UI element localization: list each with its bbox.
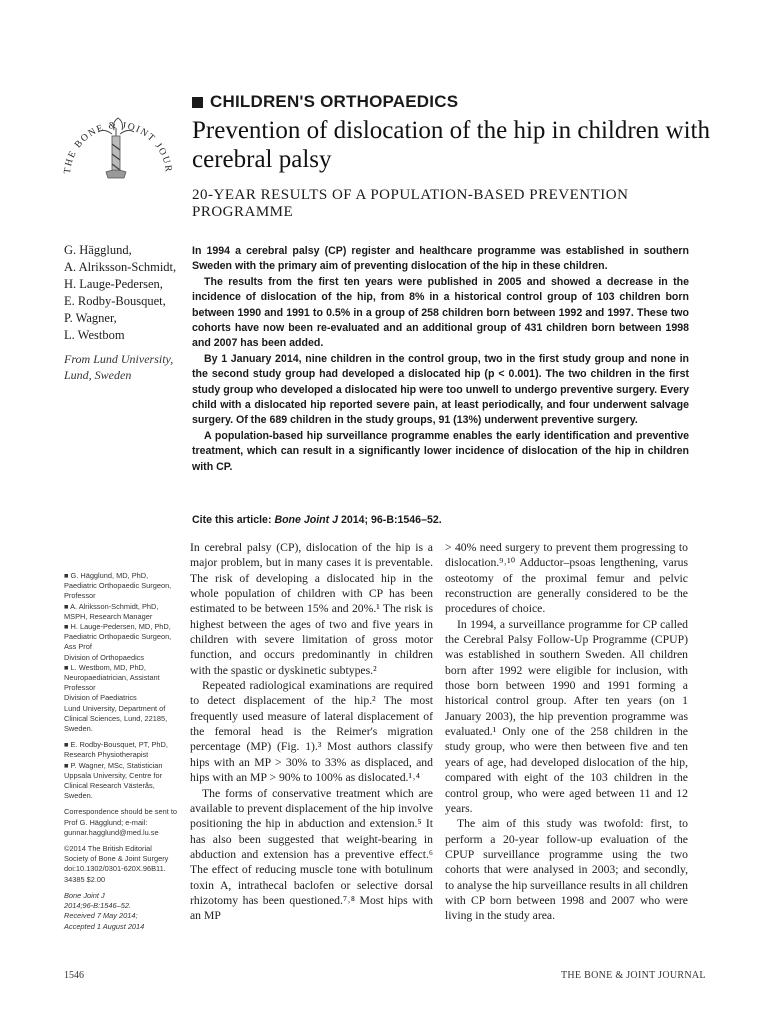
author-name: L. Westbom [64, 328, 125, 342]
sidebar-notes [64, 571, 178, 938]
cite-journal: Bone Joint J [274, 514, 339, 526]
bone-joint-logo-graphic [56, 84, 176, 194]
article-subtitle: 20-YEAR RESULTS OF A POPULATION-BASED PREVENTION PROGRAMME [192, 187, 629, 220]
author-details [64, 571, 178, 734]
author-detail: Division of Paediatrics [64, 693, 137, 703]
pub-line: Accepted 1 August 2014 [64, 921, 145, 931]
body-paragraph: > 40% need surgery to prevent them progressing to dislocation.⁹˒¹⁰ Adductor–psoas lengthening, varus osteotomy of the proximal femur and pelvic reconstruction are generally considered to be the procedures of choice. [445, 541, 688, 616]
logo-text: THE BONE & JOINT JOUR [61, 119, 175, 175]
citation-line [192, 514, 689, 526]
author-detail: ■ L. Westbom, MD, PhD, Neuropaediatrician, Assistant Professor [64, 662, 160, 693]
body-paragraph: In cerebral palsy (CP), dislocation of the hip is a major problem, but in many cases it is preventable. The risk of developing a dislocated hip in the whole population of children with CP has been estimated to be between 15% and 20%.¹ The risk is highest between the ages of two and five years in children with severe limitation of gross motor function, and occurs predominantly in children with the spastic or dyskinetic subtypes.² [190, 541, 433, 677]
author-detail: ■ P. Wagner, MSc, Statistician Uppsala University, Centre for Clinical Research Västerås, Sweden. [64, 760, 163, 801]
journal-footer: THE BONE & JOINT JOURNAL [561, 970, 706, 981]
abstract [192, 244, 689, 475]
correspondence: Correspondence should be sent to Prof G. Hägglund; e-mail: gunnar.hagglund@med.lu.se [64, 807, 177, 837]
body-paragraph: The forms of conservative treatment which are available to prevent displacement of the hip involve positioning the hip in abduction and extension.⁵ It has also been suggested that weight-bearing in abduction and extension has a preventive effect.⁶ The effect of reducing muscle tone with botulinum toxin A, intrathecal baclofen or selective dorsal rhizotomy has been questioned.⁷˒⁸ Most hips with an MP [190, 786, 433, 923]
copyright: ©2014 The British Editorial Society of Bone & Joint Surgery doi:10.1302/0301-620X.96B11. 34385 $2.00 [64, 844, 169, 884]
abstract-paragraph: A population-based hip surveillance programme enables the early identification and preventive treatment, which can result in a significantly lower incidence of dislocation of the hip in children with CP. [192, 429, 689, 473]
author-details-2 [64, 740, 178, 801]
abstract-paragraph: By 1 January 2014, nine children in the control group, two in the first study group and none in the second study group had developed a dislocated hip (p < 0.001). The two children in the first study group who developed a dislocated hip were too unwell to undergo preventive surgery. Every child with a dislocated hip reported severe pain, at least periodically, and four underwent salvage surgery. Of the 689 children in the study groups, 91 (13%) underwent preventive surgery. [192, 352, 689, 427]
body-paragraph: The aim of this study was twofold: first, to perform a 20-year follow-up evaluation of the CPUP surveillance programme using the two cohorts that were analysed in 2003; and secondly, to analyse the hip surveillance results in all children with CP born between 1998 and 2007 who were living in the study area. [445, 817, 688, 923]
author-detail: ■ E. Rodby-Bousquet, PT, PhD, Research Physiotherapist [64, 740, 168, 760]
body-paragraph: Repeated radiological examinations are required to detect displacement of the hip.² The most frequently used measure of lateral displacement of the femoral head is the Reimer's migration percentage (MP) (Fig. 1).³ Most authors classify hips with an MP > 30% to 33% as displaced, and hips with an MP > 90% to 100% as dislocated.¹˒⁴ [190, 679, 433, 785]
publication-dates [64, 891, 178, 932]
affiliation: From Lund University, Lund, Sweden [64, 352, 174, 382]
author-name: H. Lauge-Pedersen, [64, 277, 163, 291]
cite-ref: 2014; 96-B:1546–52. [340, 514, 442, 526]
cite-label: Cite this article: [192, 514, 272, 526]
author-detail: ■ A. Alriksson-Schmidt, PhD, MSPH, Research Manager [64, 601, 159, 621]
journal-logo [56, 84, 176, 194]
section-heading [192, 92, 458, 112]
abstract-paragraph: The results from the first ten years were published in 2005 and showed a decrease in the incidence of dislocation of the hip, from 8% in a historical control group of 103 children born between 1990 and 1991 to 0.5% in a group of 258 children born between 1992 and 1997. These two cohorts have now been re-evaluated and an additional group of 431 children born between 1998 and 2007 has been added. [192, 275, 689, 350]
body-column-right [445, 540, 688, 924]
author-detail: Division of Orthopaedics [64, 652, 145, 662]
section-square-icon [192, 97, 203, 108]
author-name: E. Rodby-Bousquet, [64, 294, 166, 308]
body-column-left [190, 540, 433, 924]
author-detail: ■ H. Lauge-Pedersen, MD, PhD, Paediatric Orthopaedic Surgeon, Ass Prof [64, 622, 172, 652]
body-paragraph: In 1994, a surveillance programme for CP called the Cerebral Palsy Follow-Up Programme (CPUP) was established in southern Sweden. All children born after 1992 were eligible for inclusion, with those born between 1990 and 1991 forming a historical control group. After ten years (on 1 January 2003), the hip prevention programme was evaluated.¹ Only one of the 258 children in the study group, who were then between five and ten years of age, had developed dislocation of the hip, compared with eight of the 103 children in the control group, who were aged between 11 and 12 years. [445, 617, 688, 815]
pub-line: Bone Joint J [64, 890, 105, 900]
abstract-paragraph: In 1994 a cerebral palsy (CP) register and healthcare programme was established in southern Sweden with the primary aim of preventing dislocation of the hip in these children. [192, 245, 689, 273]
author-list [64, 242, 184, 344]
article-title: Prevention of dislocation of the hip in children with cerebral palsy [192, 117, 710, 173]
page-number: 1546 [64, 970, 84, 981]
pub-line: Received 7 May 2014; [64, 911, 138, 921]
pub-line: 2014;96-B:1546–52. [64, 901, 131, 911]
author-detail: Lund University, Department of Clinical Sciences, Lund, 22185, Sweden. [64, 703, 168, 734]
author-name: G. Hägglund, [64, 243, 132, 257]
section-label: CHILDREN'S ORTHOPAEDICS [210, 92, 459, 111]
author-name: A. Alriksson-Schmidt, [64, 260, 177, 274]
author-name: P. Wagner, [64, 311, 117, 325]
author-detail: ■ G. Hägglund, MD, PhD, Paediatric Orthopaedic Surgeon, Professor [64, 571, 172, 601]
